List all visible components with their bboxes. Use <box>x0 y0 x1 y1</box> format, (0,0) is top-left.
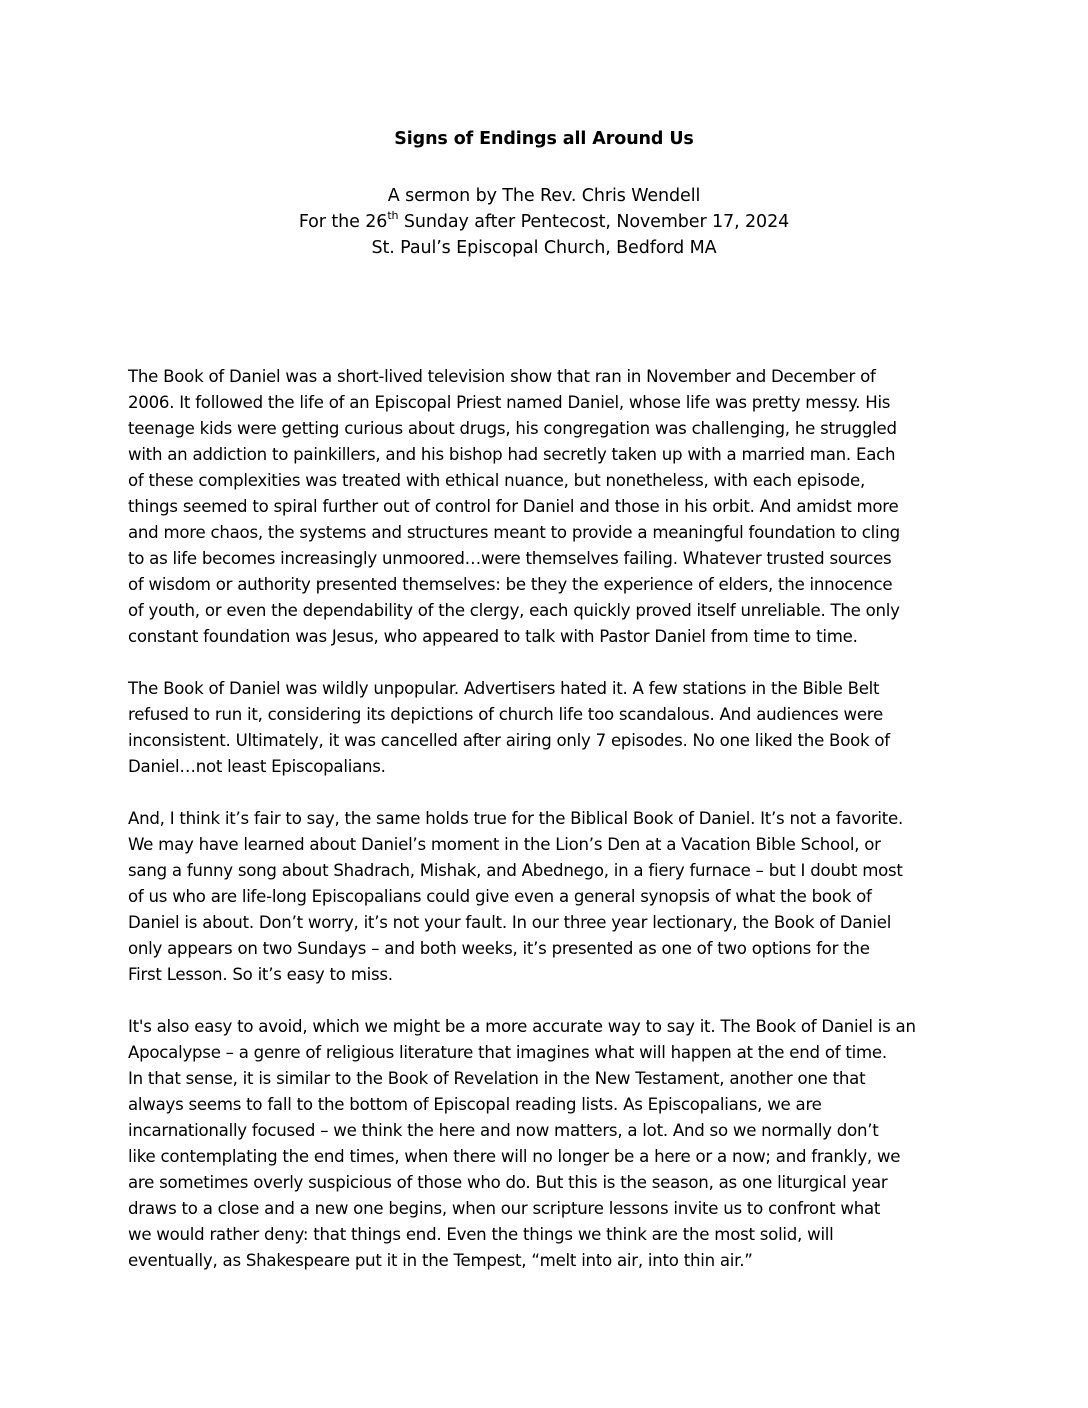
sermon-location: St. Paul’s Episcopal Church, Bedford MA <box>371 238 717 258</box>
text-line: Daniel…not least Episcopalians. <box>128 757 386 776</box>
text-line: And, I think it’s fair to say, the same holds true for the Biblical Book of Daniel. It’s not a favorite. <box>128 809 904 828</box>
text-line: like contemplating the end times, when there will no longer be a here or a now; and frankly, we <box>128 1147 901 1166</box>
text-line: of us who are life-long Episcopalians could give even a general synopsis of what the book of <box>128 887 872 906</box>
text-line: things seemed to spiral further out of control for Daniel and those in his orbit. And amidst more <box>128 497 899 516</box>
occasion-suffix: Sunday after Pentecost, November 17, 2024 <box>398 212 790 232</box>
text-line: are sometimes overly suspicious of those who do. But this is the season, as one liturgical year <box>128 1173 888 1192</box>
sermon-byline: A sermon by The Rev. Chris Wendell <box>387 186 701 206</box>
paragraph <box>128 1014 968 1274</box>
text-line: of youth, or even the dependability of the clergy, each quickly proved itself unreliable. The only <box>128 601 900 620</box>
text-line: Apocalypse – a genre of religious literature that imagines what will happen at the end of time. <box>128 1043 887 1062</box>
text-line: Daniel is about. Don’t worry, it’s not your fault. In our three year lectionary, the Book of Daniel <box>128 913 892 932</box>
text-line: In that sense, it is similar to the Book of Revelation in the New Testament, another one that <box>128 1069 866 1088</box>
text-line: First Lesson. So it’s easy to miss. <box>128 965 393 984</box>
sermon-occasion <box>0 209 1088 237</box>
text-line: only appears on two Sundays – and both weeks, it’s presented as one of two options for the <box>128 939 870 958</box>
text-line: The Book of Daniel was a short-lived television show that ran in November and December of <box>128 367 876 386</box>
text-line: refused to run it, considering its depictions of church life too scandalous. And audiences were <box>128 705 883 724</box>
text-line: It's also easy to avoid, which we might be a more accurate way to say it. The Book of Daniel is an <box>128 1017 916 1036</box>
occasion-prefix: For the 26 <box>298 212 388 232</box>
text-line: We may have learned about Daniel’s moment in the Lion’s Den at a Vacation Bible School, or <box>128 835 881 854</box>
text-line: of wisdom or authority presented themselves: be they the experience of elders, the innocence <box>128 575 893 594</box>
text-line: we would rather deny: that things end. Even the things we think are the most solid, will <box>128 1225 834 1244</box>
text-line: with an addiction to painkillers, and his bishop had secretly taken up with a married man. Each <box>128 445 896 464</box>
text-line: inconsistent. Ultimately, it was cancelled after airing only 7 episodes. No one liked the Book of <box>128 731 890 750</box>
text-line: draws to a close and a new one begins, when our scripture lessons invite us to confront what <box>128 1199 881 1218</box>
sermon-body <box>128 364 968 1300</box>
text-line: constant foundation was Jesus, who appeared to talk with Pastor Daniel from time to time. <box>128 627 858 646</box>
text-line: sang a funny song about Shadrach, Mishak, and Abednego, in a fiery furnace – but I doubt most <box>128 861 903 880</box>
paragraph <box>128 806 968 988</box>
text-line: and more chaos, the systems and structures meant to provide a meaningful foundation to cling <box>128 523 900 542</box>
text-line: to as life becomes increasingly unmoored…were themselves failing. Whatever trusted sources <box>128 549 892 568</box>
text-line: teenage kids were getting curious about drugs, his congregation was challenging, he struggled <box>128 419 897 438</box>
text-line: The Book of Daniel was wildly unpopular. Advertisers hated it. A few stations in the Bible Belt <box>128 679 880 698</box>
occasion-ordinal-suffix: th <box>387 209 399 222</box>
text-line: of these complexities was treated with ethical nuance, but nonetheless, with each episode, <box>128 471 865 490</box>
paragraph <box>128 676 968 780</box>
text-line: 2006. It followed the life of an Episcopal Priest named Daniel, whose life was pretty messy. His <box>128 393 891 412</box>
text-line: always seems to fall to the bottom of Episcopal reading lists. As Episcopalians, we are <box>128 1095 822 1114</box>
text-line: eventually, as Shakespeare put it in the Tempest, “melt into air, into thin air.” <box>128 1251 753 1270</box>
text-line: incarnationally focused – we think the here and now matters, a lot. And so we normally don’t <box>128 1121 879 1140</box>
paragraph <box>128 364 968 650</box>
sermon-title: Signs of Endings all Around Us <box>394 129 694 149</box>
